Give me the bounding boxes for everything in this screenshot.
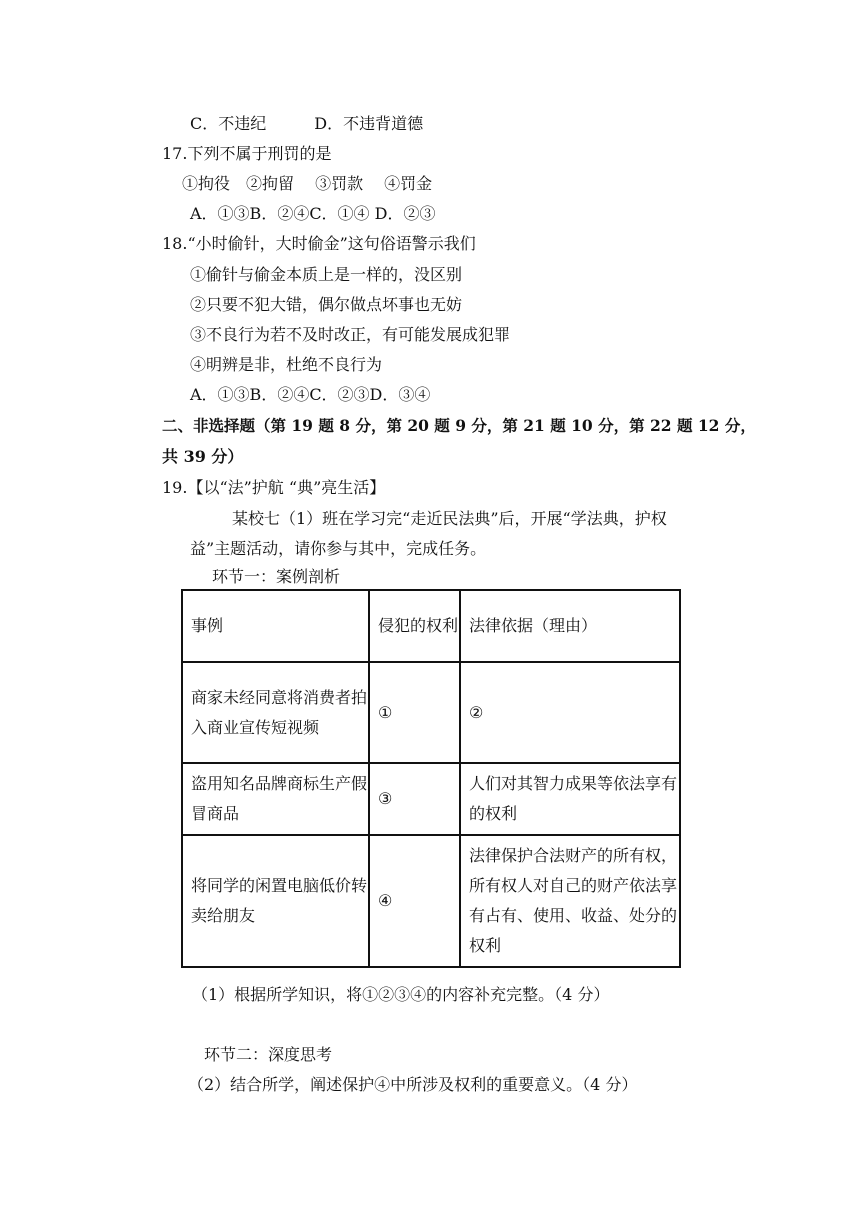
case-cell: 盗用知名品牌商标生产假冒商品 (182, 763, 369, 835)
header-basis: 法律依据（理由） (460, 590, 680, 662)
q18-options: A．①③B．②④C．②③D．③④ (190, 385, 431, 404)
right-cell: ① (369, 662, 460, 763)
task-2: （2）结合所学，阐述保护④中所涉及权利的重要意义。（4 分） (188, 1075, 638, 1094)
table-row (182, 662, 680, 763)
q18-item-1: ①偷针与偷金本质上是一样的，没区别 (190, 265, 463, 284)
task-1: （1）根据所学知识，将①②③④的内容补充完整。（4 分） (192, 985, 610, 1004)
q18-item-3: ③不良行为若不及时改正，有可能发展成犯罪 (190, 325, 511, 344)
q17-stem: 17.下列不属于刑罚的是 (162, 144, 332, 163)
q19-intro-line-1: 某校七（1）班在学习完“走近民法典”后，开展“学法典，护权 (232, 509, 667, 528)
header-right: 侵犯的权利 (369, 590, 460, 662)
q18-stem: 18.“小时偷针，大时偷金”这句俗语警示我们 (162, 234, 476, 253)
basis-cell: 人们对其智力成果等依法享有的权利 (460, 763, 680, 835)
section-2-heading: 二、非选择题（第 19 题 8 分，第 20 题 9 分，第 21 题 10 分，第 22 题 12 分， (162, 416, 756, 435)
basis-cell: 法律保护合法财产的所有权，所有权人对自己的财产依法享有占有、使用、收益、处分的权利 (460, 835, 680, 967)
q19-intro-line-2: 益”主题活动，请你参与其中，完成任务。 (190, 539, 487, 558)
q18-item-2: ②只要不犯大错，偶尔做点坏事也无妨 (190, 295, 463, 314)
step-1-title: 环节一：案例剖析 (212, 567, 341, 586)
section-2-heading-cont: 共 39 分） (162, 447, 244, 466)
right-cell: ③ (369, 763, 460, 835)
header-case: 事例 (182, 590, 369, 662)
table-row (182, 763, 680, 835)
case-cell: 将同学的闲置电脑低价转卖给朋友 (182, 835, 369, 967)
table-row (182, 835, 680, 967)
step-2-title: 环节二：深度思考 (204, 1045, 333, 1064)
q16-options: C．不违纪 D．不违背道德 (190, 114, 424, 133)
q17-options: A．①③B．②④C．①④ D．②③ (190, 204, 436, 223)
table-header-row (182, 590, 680, 662)
basis-cell: ② (460, 662, 680, 763)
right-cell: ④ (369, 835, 460, 967)
q17-items: ①拘役 ②拘留 ③罚款 ④罚金 (182, 174, 433, 193)
case-cell: 商家未经同意将消费者拍入商业宣传短视频 (182, 662, 369, 763)
q18-item-4: ④明辨是非，杜绝不良行为 (190, 355, 383, 374)
q19-title: 19.【以“法”护航 “典”亮生活】 (162, 478, 386, 497)
case-analysis-table (181, 589, 681, 968)
